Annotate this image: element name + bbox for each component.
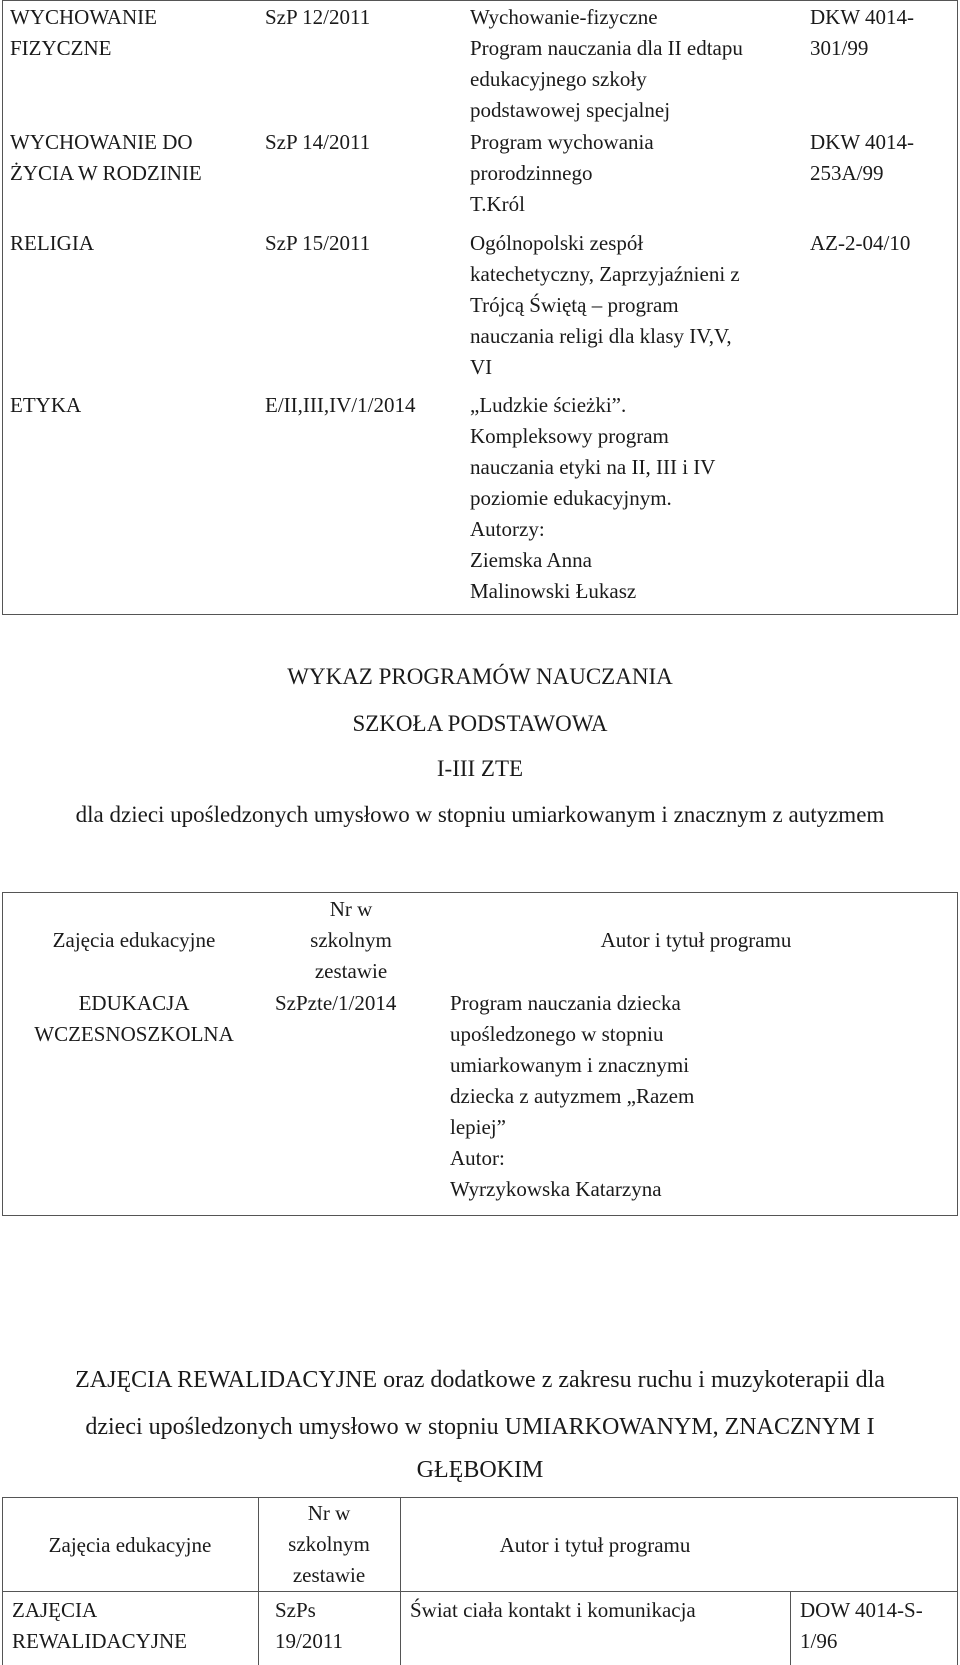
table-row-number: SzPs 19/2011	[275, 1598, 344, 1653]
table-border	[2, 0, 958, 1]
table-row-code: DOW 4014-S- 1/96	[800, 1598, 923, 1653]
table-row-code: AZ-2-04/10	[810, 231, 911, 255]
section-title: WYKAZ PROGRAMÓW NAUCZANIA	[287, 664, 673, 689]
section-title: I-III ZTE	[436, 756, 524, 781]
table-row-subject: WYCHOWANIE FIZYCZNE	[10, 5, 157, 60]
table-border	[2, 1215, 958, 1216]
table-border	[2, 0, 3, 615]
table-border	[957, 892, 958, 1216]
column-header-program: Autor i tytuł programu	[499, 1533, 691, 1557]
column-header-number: Nr w szkolnym zestawie	[310, 897, 392, 983]
table-row-program: Program wychowania prorodzinnego T.Król	[470, 130, 654, 216]
section-title: SZKOŁA PODSTAWOWA	[352, 711, 608, 736]
table-border	[790, 1591, 791, 1665]
section-heading: GŁĘBOKIM	[416, 1457, 544, 1483]
table-row-number: SzP 14/2011	[265, 130, 371, 154]
column-header-subject: Zajęcia edukacyjne	[48, 1533, 212, 1557]
table-row-program: Program nauczania dziecka upośledzonego w stopniu umiarkowanym i znacznymi dziecka z autyzmem „Razem lepiej” Autor: Wyrzykowska Katarzyna	[450, 991, 695, 1201]
table-border	[2, 614, 958, 615]
table-border	[957, 0, 958, 615]
table-row-program: Świat ciała kontakt i komunikacja	[410, 1598, 696, 1622]
table-row-subject: ETYKA	[10, 393, 82, 417]
table-row-program: Ogólnopolski zespół katechetyczny, Zaprzyjaźnieni z Trójcą Świętą – program nauczania religi dla klasy IV,V, VI	[470, 231, 740, 379]
table-border	[957, 1497, 958, 1665]
column-header-program: Autor i tytuł programu	[600, 928, 792, 952]
table-row-code: DKW 4014- 301/99	[810, 5, 915, 60]
section-heading: dzieci upośledzonych umysłowo w stopniu UMIARKOWANYM, ZNACZNYM I	[85, 1414, 875, 1440]
table-row-subject: WYCHOWANIE DO ŻYCIA W RODZINIE	[10, 130, 202, 185]
table-row-number: SzPzte/1/2014	[275, 991, 397, 1015]
column-header-subject: Zajęcia edukacyjne	[52, 928, 216, 952]
table-border	[2, 1497, 958, 1498]
table-border	[400, 1497, 401, 1665]
table-border	[2, 1497, 3, 1665]
table-row-program: „Ludzkie ścieżki”. Kompleksowy program nauczania etyki na II, III i IV poziomie edukacyjnym. Autorzy: Ziemska Anna Malinowski Łukasz	[470, 393, 716, 603]
section-heading: ZAJĘCIA REWALIDACYJNE oraz dodatkowe z zakresu ruchu i muzykoterapii dla	[75, 1367, 885, 1393]
table-row-code: DKW 4014- 253A/99	[810, 130, 915, 185]
table-row-number: E/II,III,IV/1/2014	[265, 393, 416, 417]
table-row-subject: EDUKACJA WCZESNOSZKOLNA	[34, 991, 234, 1046]
section-subtitle: dla dzieci upośledzonych umysłowo w stopniu umiarkowanym i znacznym z autyzmem	[75, 802, 885, 827]
table-border	[2, 1591, 958, 1592]
table-border	[2, 892, 958, 893]
table-row-program: Wychowanie-fizyczne Program nauczania dla II edtapu edukacyjnego szkoły podstawowej specjalnej	[470, 5, 743, 122]
table-row-subject: RELIGIA	[10, 231, 94, 255]
table-row-number: SzP 15/2011	[265, 231, 371, 255]
column-header-number: Nr w szkolnym zestawie	[288, 1501, 370, 1587]
table-row-number: SzP 12/2011	[265, 5, 371, 29]
table-row-subject: ZAJĘCIA REWALIDACYJNE	[12, 1598, 187, 1653]
